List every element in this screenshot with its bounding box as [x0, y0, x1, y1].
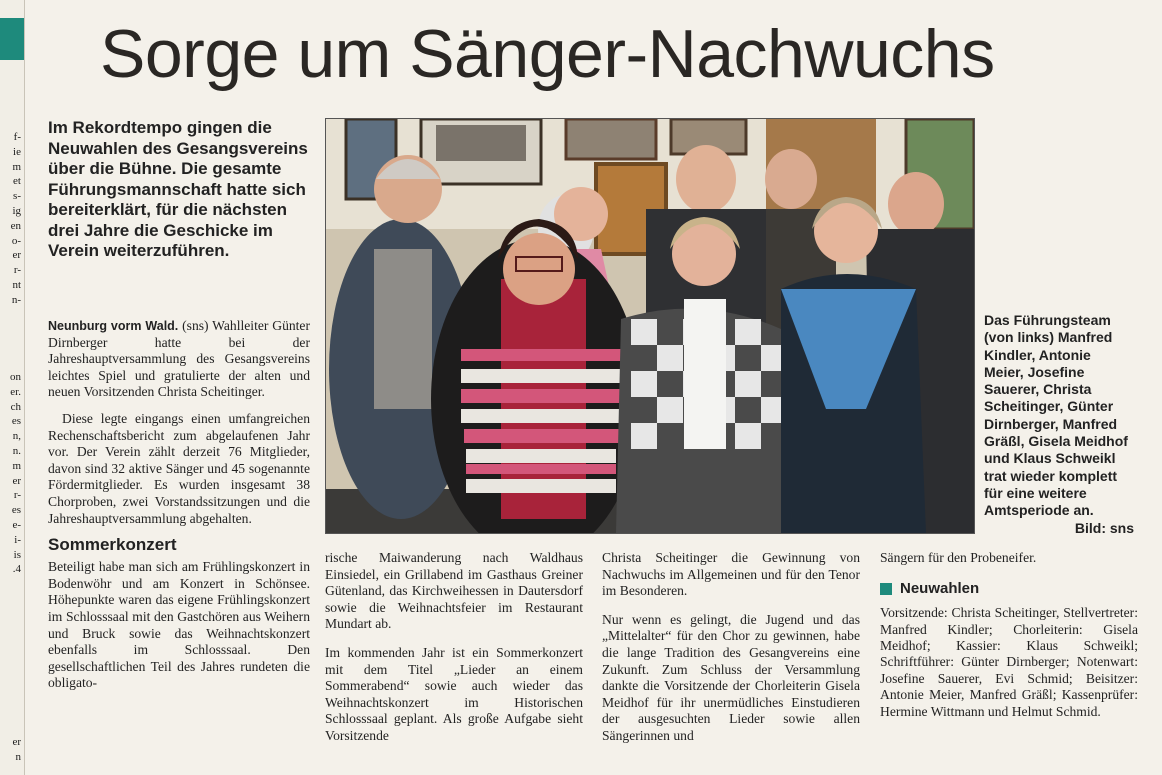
info-box-heading: [880, 581, 1138, 598]
article-column-1: [48, 318, 310, 692]
paragraph: rische Maiwanderung nach Waldhaus Einsiedel, ein Grillabend im Gasthaus Greiner Gütenland, das Kirchweihessen in Dautersdorf sowie die Weihnachtsfeier im Restaurant Mundart ab.: [325, 550, 583, 632]
edge-fragment: er: [12, 249, 21, 262]
edge-fragment: e-: [12, 518, 21, 531]
team-photo: [325, 118, 975, 534]
paragraph: Christa Scheitinger die Gewinnung von Nachwuchs im Allgemeinen und für den Tenor im Besonderen.: [602, 550, 860, 599]
edge-fragment: ig: [12, 204, 21, 217]
edge-fragment: .4: [12, 563, 21, 576]
paragraph: Im kommenden Jahr ist ein Sommerkonzert mit dem Titel „Lieder an einem Sommerabend“ sowie auch wieder das Weihnachtskonzert im Historischen Schlosssaal geplant. Als große Aufgabe sieht Vorsitzende: [325, 644, 583, 743]
edge-fragment: f-: [13, 131, 21, 143]
paragraph-intro: [48, 318, 310, 401]
paragraph: Sängern für den Probeneifer.: [880, 550, 1037, 565]
subheading: Sommerkonzert: [48, 535, 177, 555]
article-column-3: [602, 550, 860, 745]
adjacent-column-edge: [0, 0, 25, 775]
edge-fragment: s-: [13, 190, 21, 203]
edge-fragment: r-: [13, 489, 21, 502]
article-headline: Sorge um Sänger-Nachwuchs: [100, 16, 995, 92]
accent-bar: [0, 18, 24, 60]
paragraph: Beteiligt habe man sich am Frühlingskonzert in Bodenwöhr und am Konzert in Schönsee. Höhepunkte waren das eigene Frühlingskonzert im Schlosssaal mit den Gastchören aus Weihern und Bruck sowie das Weihnachtskonzert ebenfalls im Schlosssaal. Den gesellschaftlichen Teil des Jahres rundeten die obligato-: [48, 559, 310, 691]
edge-fragment: er: [12, 474, 21, 487]
edge-fragment: n: [15, 750, 21, 763]
info-box-title: Neuwahlen: [900, 579, 980, 597]
edge-fragment: es: [11, 504, 21, 517]
edge-fragment: n.: [12, 444, 21, 457]
edge-fragment: et: [13, 175, 21, 188]
edge-fragment: en: [10, 219, 21, 232]
edge-fragment: n-: [11, 293, 21, 306]
edge-fragment: m: [12, 160, 21, 173]
edge-fragment: i-: [14, 533, 21, 546]
article-teaser: Im Rekordtempo gingen die Neuwahlen des Gesangsvereins über die Bühne. Die gesamte Führungsmannschaft hatte sich bereiterklärt, für die nächsten drei Jahre die Geschicke im Verein weiterzuführen.: [48, 118, 308, 260]
photo-credit: Bild: sns: [1074, 519, 1134, 536]
edge-fragment: is: [13, 548, 21, 561]
edge-fragment: o-: [11, 234, 21, 247]
caption-text: Das Führungsteam (von links) Manfred Kindler, Antonie Meier, Josefine Sauerer, Christa Scheitinger, Günter Dirnberger, Manfred Gräßl, Gisela Meidhof und Klaus Schweikl trat wieder komplett für eine weitere Amtsperiode an.: [984, 312, 1128, 519]
edge-fragment: on: [10, 371, 21, 383]
square-bullet-icon: [880, 583, 892, 595]
edge-fragment: ch: [10, 400, 21, 413]
edge-fragment: r-: [13, 264, 21, 277]
photo-illustration: [326, 119, 974, 533]
paragraph: Nur wenn es gelingt, die Jugend und das „Mittelalter“ für den Chor zu gewinnen, habe die lange Tradition des Gesangvereins eine Zukunft. Zum Schluss der Versammlung dankte die Vorsitzende der Chorleiterin Gisela Meidhof für ihr unermüdliches Einstudieren der ausgesuchten Lieder sowie allen Sängerinnen und: [602, 611, 860, 743]
edge-text-fragments-middle: [0, 370, 24, 577]
paragraph-text: (sns) Wahlleiter Günter Dirnberger hatte bei der Jahreshauptversammlung des Gesangsvereins leichtes Spiel und gratulierte der alten und neuen Vorsitzenden Christa Scheitinger.: [48, 318, 310, 400]
edge-fragment: es: [11, 415, 21, 428]
edge-fragment: m: [12, 459, 21, 472]
edge-text-fragments-bottom: [0, 735, 24, 765]
paragraph: Diese legte eingangs einen umfangreichen Rechenschaftsbericht zum abgelaufenen Jahr vor. Der Verein zählt derzeit 76 Mitglieder, davon sind 32 aktive Sänger und 45 sogenannte Fördermitglieder. Es wurden insgesamt 38 Chorproben, zwei Vorstandssitzungen und die Jahreshauptversammlung abgehalten.: [48, 410, 310, 526]
info-box-text: Vorsitzende: Christa Scheitinger, Stellvertreter: Manfred Kindler; Chorleiterin: Gisela Meidhof; Kassier: Klaus Schweikl; Schriftführer: Günter Dirnberger; Notenwart: Josefine Sauerer, Evi Schmid; Beisitzer: Antonie Meier, Manfred Gräßl; Kassenprüfer: Hermine Wittmann und Helmut Schmid.: [880, 605, 1138, 719]
dateline: Neunburg vorm Wald.: [48, 319, 179, 333]
edge-fragment: ie: [13, 145, 21, 158]
edge-fragment: er: [12, 736, 21, 748]
edge-text-fragments-top: [0, 130, 24, 308]
edge-fragment: er.: [10, 385, 21, 398]
edge-fragment: nt: [12, 278, 21, 291]
photo-caption: [984, 312, 1134, 537]
edge-fragment: n,: [12, 430, 21, 443]
article-column-2: [325, 550, 583, 745]
article-column-4: [880, 550, 1138, 720]
